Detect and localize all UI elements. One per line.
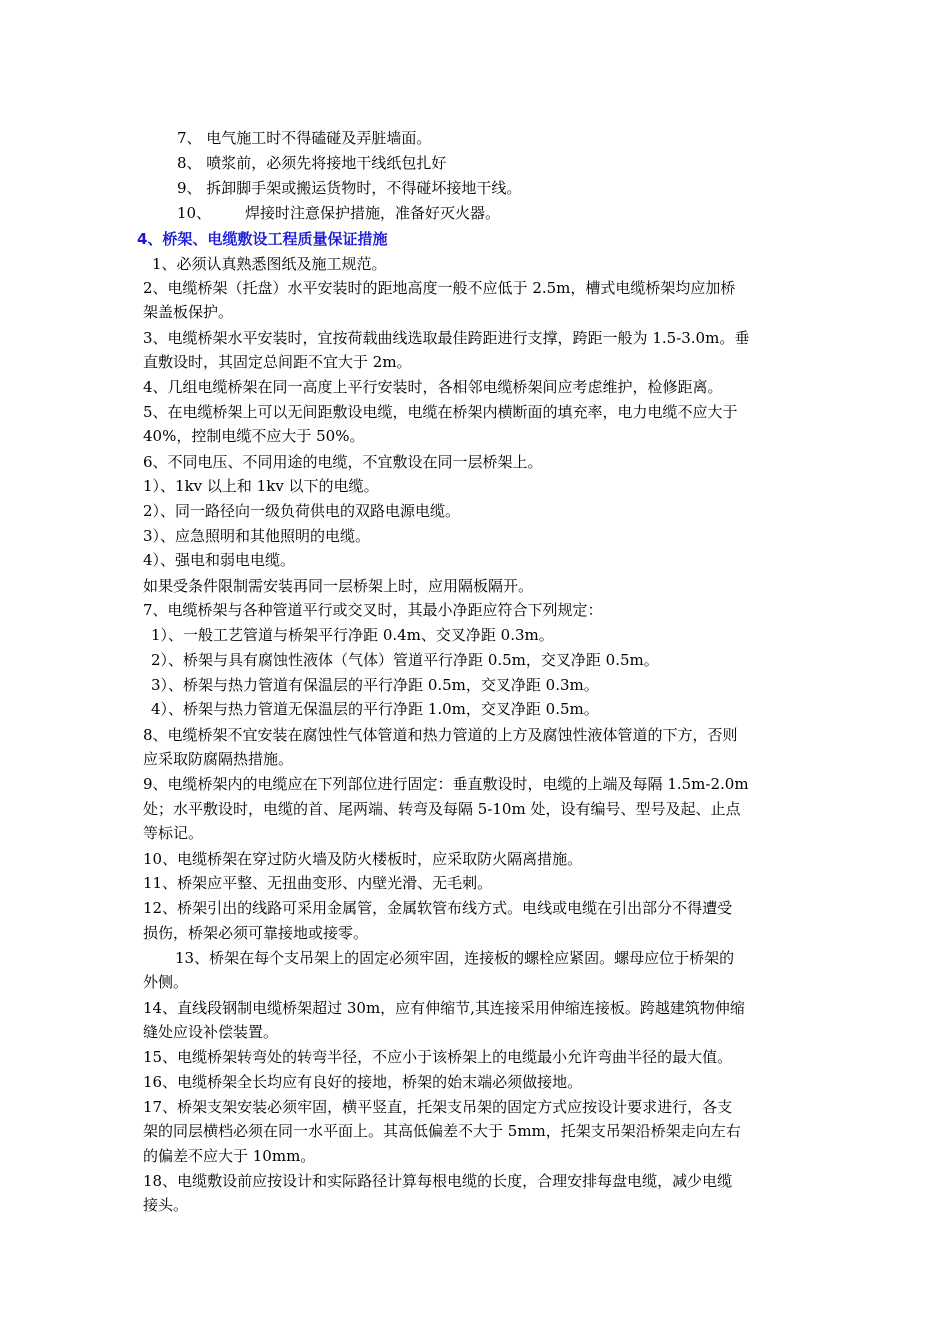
paragraph-line: 5、在电缆桥架上可以无间距敷设电缆，电缆在桥架内横断面的填充率，电力电缆不应大于 (143, 403, 738, 421)
paragraph-line: 13、桥架在每个支吊架上的固定必须牢固，连接板的螺栓应紧固。螺母应位于桥架的 (175, 949, 735, 967)
list-item-number: 10、 (177, 204, 212, 222)
paragraph-line: 4、几组电缆桥架在同一高度上平行安装时，各相邻电缆桥架间应考虑维护，检修距离。 (143, 378, 723, 396)
paragraph-line: 应采取防腐隔热措施。 (143, 750, 294, 768)
paragraph-line: 2）、桥架与具有腐蚀性液体（气体）管道平行净距 0.5m，交叉净距 0.5m。 (151, 651, 659, 669)
paragraph-line: 架盖板保护。 (143, 303, 234, 321)
paragraph-line: 11、桥架应平整、无扭曲变形、内壁光滑、无毛刺。 (143, 874, 493, 892)
paragraph-line: 12、桥架引出的线路可采用金属管，金属软管布线方式。电线或电缆在引出部分不得遭受 (143, 899, 733, 917)
paragraph-line: 等标记。 (143, 824, 204, 842)
paragraph-line: 缝处应设补偿装置。 (143, 1023, 279, 1041)
paragraph-line: 3、电缆桥架水平安装时，宜按荷载曲线选取最佳跨距进行支撑，跨距一般为 1.5-3.0m。垂 (143, 329, 750, 347)
list-item: 8、 喷浆前，必须先将接地干线纸包扎好 (177, 154, 447, 172)
list-item: 9、 拆卸脚手架或搬运货物时，不得碰坏接地干线。 (177, 179, 522, 197)
paragraph-line: 7、电缆桥架与各种管道平行或交叉时，其最小净距应符合下列规定： (143, 601, 603, 619)
paragraph-line: 2、电缆桥架（托盘）水平安装时的距地高度一般不应低于 2.5m，槽式电缆桥架均应加桥 (143, 279, 736, 297)
paragraph-line: 损伤，桥架必须可靠接地或接零。 (143, 924, 369, 942)
paragraph-line: 6、不同电压、不同用途的电缆，不宜敷设在同一层桥架上。 (143, 453, 543, 471)
paragraph-line: 1）、一般工艺管道与桥架平行净距 0.4m、交叉净距 0.3m。 (151, 626, 554, 644)
list-item (177, 202, 500, 224)
list-item-text: 焊接时注意保护措施，准备好灭火器。 (245, 204, 501, 222)
paragraph-line: 3）、桥架与热力管道有保温层的平行净距 0.5m，交叉净距 0.3m。 (151, 676, 599, 694)
paragraph-line: 9、电缆桥架内的电缆应在下列部位进行固定：垂直敷设时，电缆的上端及每隔 1.5m-2.0m (143, 775, 749, 793)
paragraph-line: 16、电缆桥架全长均应有良好的接地，桥架的始末端必须做接地。 (143, 1073, 583, 1091)
paragraph-line: 18、电缆敷设前应按设计和实际路径计算每根电缆的长度，合理安排每盘电缆，减少电缆 (143, 1172, 733, 1190)
paragraph-line: 10、电缆桥架在穿过防火墙及防火楼板时，应采取防火隔离措施。 (143, 850, 583, 868)
paragraph-line: 15、电缆桥架转弯处的转弯半径，不应小于该桥架上的电缆最小允许弯曲半径的最大值。 (143, 1048, 733, 1066)
paragraph-line: 外侧。 (143, 973, 189, 991)
paragraph-line: 1、必须认真熟悉图纸及施工规范。 (152, 255, 387, 273)
section-heading: 4、桥架、电缆敷设工程质量保证措施 (137, 230, 388, 248)
paragraph-line: 的偏差不应大于 10mm。 (143, 1147, 316, 1165)
paragraph-line: 直敷设时，其固定总间距不宜大于 2m。 (143, 353, 412, 371)
paragraph-line: 8、电缆桥架不宜安装在腐蚀性气体管道和热力管道的上方及腐蚀性液体管道的下方，否则 (143, 726, 738, 744)
paragraph-line: 2）、同一路径向一级负荷供电的双路电源电缆。 (143, 502, 461, 520)
paragraph-line: 1）、1kv 以上和 1kv 以下的电缆。 (143, 477, 379, 495)
paragraph-line: 17、桥架支架安装必须牢固，横平竖直，托架支吊架的固定方式应按设计要求进行，各支 (143, 1098, 733, 1116)
paragraph-line: 架的同层横档必须在同一水平面上。其高低偏差不大于 5mm，托架支吊架沿桥架走向左右 (143, 1122, 741, 1140)
paragraph-line: 40%，控制电缆不应大于 50%。 (143, 427, 365, 445)
paragraph-line: 接头。 (143, 1196, 189, 1214)
paragraph-line: 4）、桥架与热力管道无保温层的平行净距 1.0m，交叉净距 0.5m。 (151, 700, 599, 718)
paragraph-line: 如果受条件限制需安装再同一层桥架上时，应用隔板隔开。 (143, 577, 534, 595)
paragraph-line: 4）、强电和弱电电缆。 (143, 551, 296, 569)
list-item: 7、 电气施工时不得磕碰及弄脏墙面。 (177, 129, 432, 147)
paragraph-line: 3）、应急照明和其他照明的电缆。 (143, 527, 371, 545)
paragraph-line: 14、直线段钢制电缆桥架超过 30m，应有伸缩节,其连接采用伸缩连接板。跨越建筑物伸缩 (143, 999, 745, 1017)
paragraph-line: 处；水平敷设时，电缆的首、尾两端、转弯及每隔 5-10m 处，设有编号、型号及起、止点 (143, 800, 741, 818)
